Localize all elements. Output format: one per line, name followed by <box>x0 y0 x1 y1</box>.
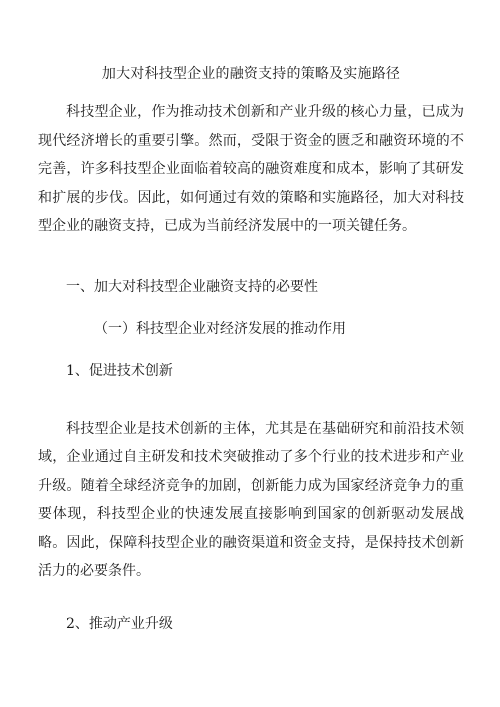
section-heading: 一、加大对科技型企业融资支持的必要性 <box>66 278 318 295</box>
intro-paragraph: 科技型企业，作为推动技术创新和产业升级的核心力量，已成为现代经济增长的重要引擎。然而，受限于资金的匮乏和融资环境的不完善，许多科技型企业面临着较高的融资难度和成本，影响了其研发和扩展的步伐。因此，如何通过有效的策略和实施路径，加大对科技型企业的融资支持，已成为当前经济发展中的一项关键任务。 <box>38 104 464 234</box>
subsection-heading: （一）科技型企业对经济发展的推动作用 <box>94 320 346 337</box>
item-heading: 1、促进技术创新 <box>66 362 173 379</box>
body-paragraph: 科技型企业是技术创新的主体，尤其是在基础研究和前沿技术领域，企业通过自主研发和技术突破推动了多个行业的技术进步和产业升级。随着全球经济竞争的加剧，创新能力成为国家经济竞争力的重要体现，科技型企业的快速发展直接影响到国家的创新驱动发展战略。因此，保障科技型企业的融资渠道和资金支持，是保持技术创新活力的必要条件。 <box>38 420 464 579</box>
item-heading-2: 2、推动产业升级 <box>66 615 173 632</box>
document-title: 加大对科技型企业的融资支持的策略及实施路径 <box>101 66 401 82</box>
